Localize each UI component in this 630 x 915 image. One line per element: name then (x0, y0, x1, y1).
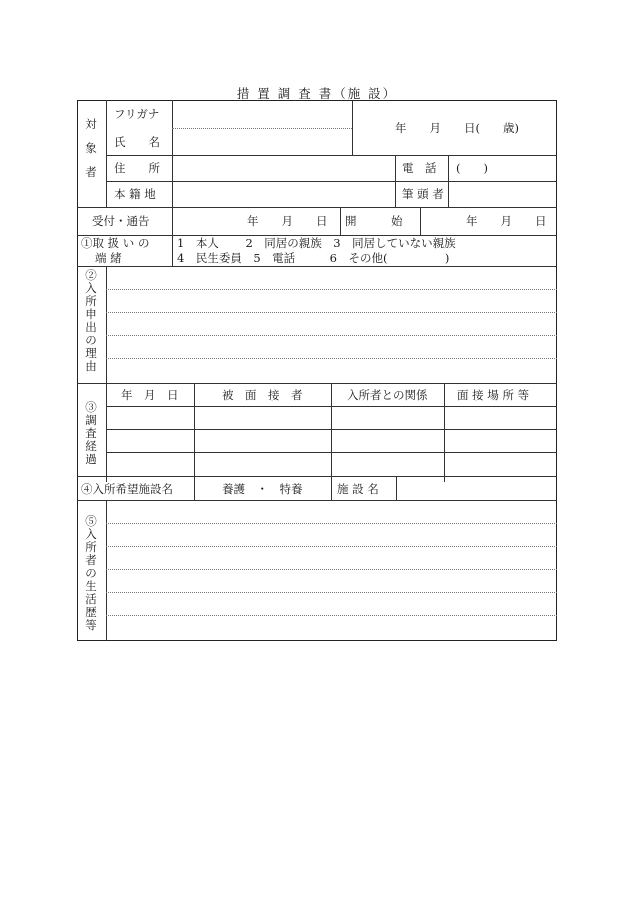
dotted-line (106, 569, 557, 570)
dotted-line (106, 546, 557, 547)
grid-line (444, 383, 445, 482)
subject-header-char-3: 者 (85, 165, 97, 179)
dotted-line (106, 312, 557, 313)
handling-options-line1: 1 本人 2 同居の親族 3 同居していない親族 (177, 236, 456, 250)
start-label: 開 始 (345, 214, 403, 228)
address-label: 住 所 (114, 161, 160, 175)
reception-label: 受付・通告 (92, 214, 150, 228)
phone-value: ( ) (456, 161, 488, 175)
grid-line (77, 476, 557, 477)
grid-line (106, 266, 107, 482)
subject-header-char-1: 対 (85, 117, 97, 131)
handling-label-line2: 端 緒 (95, 251, 122, 265)
start-date: 年 月 日 (466, 214, 547, 228)
grid-line (194, 476, 195, 500)
table-row (106, 406, 557, 407)
dotted-line (106, 358, 557, 359)
grid-line (77, 383, 557, 384)
grid-line (106, 500, 107, 641)
column-location: 面 接 場 所 等 (457, 388, 530, 402)
reception-date: 年 月 日 (247, 214, 328, 228)
furigana-label: フリガナ (114, 107, 160, 121)
column-interviewee: 被 面 接 者 (222, 388, 303, 402)
birth-date-age: 年 月 日( 歳) (395, 121, 519, 135)
dotted-line (106, 335, 557, 336)
grid-line (77, 266, 557, 267)
dotted-line (172, 128, 352, 129)
table-row (106, 429, 557, 430)
investigation-label: ③調査経過 (85, 400, 97, 466)
table-row (106, 452, 557, 453)
grid-line (106, 155, 557, 156)
dotted-line (106, 615, 557, 616)
grid-line (77, 207, 557, 208)
dotted-line (106, 592, 557, 593)
hittousha-label: 筆 頭 者 (402, 187, 444, 201)
phone-label: 電 話 (402, 161, 437, 175)
facility-label: ④入所希望施設名 (81, 482, 173, 496)
grid-line (331, 476, 332, 500)
grid-line (106, 181, 557, 182)
dotted-line (106, 523, 557, 524)
grid-line (340, 207, 341, 235)
facility-types: 養護 ・ 特養 (222, 482, 303, 496)
grid-line (331, 383, 332, 482)
column-relationship: 入所者との関係 (347, 388, 428, 402)
history-label: ⑤入所者の生活歴等 (85, 514, 97, 632)
name-label: 氏 名 (114, 135, 160, 149)
grid-line (420, 207, 421, 235)
grid-line (106, 100, 107, 207)
facility-name-label: 施 設 名 (337, 482, 379, 496)
column-date: 年 月 日 (121, 388, 179, 402)
grid-line (396, 476, 397, 500)
grid-line (352, 100, 353, 155)
reason-label: ②入所申出の理由 (85, 268, 97, 373)
subject-header (84, 112, 98, 184)
grid-line (77, 500, 557, 501)
dotted-line (106, 289, 557, 290)
grid-line (172, 207, 173, 235)
subject-header-char-2: 象 (85, 141, 97, 155)
grid-line (172, 235, 173, 266)
handling-options-line2: 4 民生委員 5 電話 6 その他( ) (177, 251, 450, 265)
document-title: 措 置 調 査 書（施 設） (236, 86, 398, 101)
honseki-label: 本 籍 地 (114, 187, 156, 201)
grid-line (172, 100, 173, 207)
handling-label-line1: ①取 扱 い の (81, 236, 150, 250)
grid-line (194, 383, 195, 482)
